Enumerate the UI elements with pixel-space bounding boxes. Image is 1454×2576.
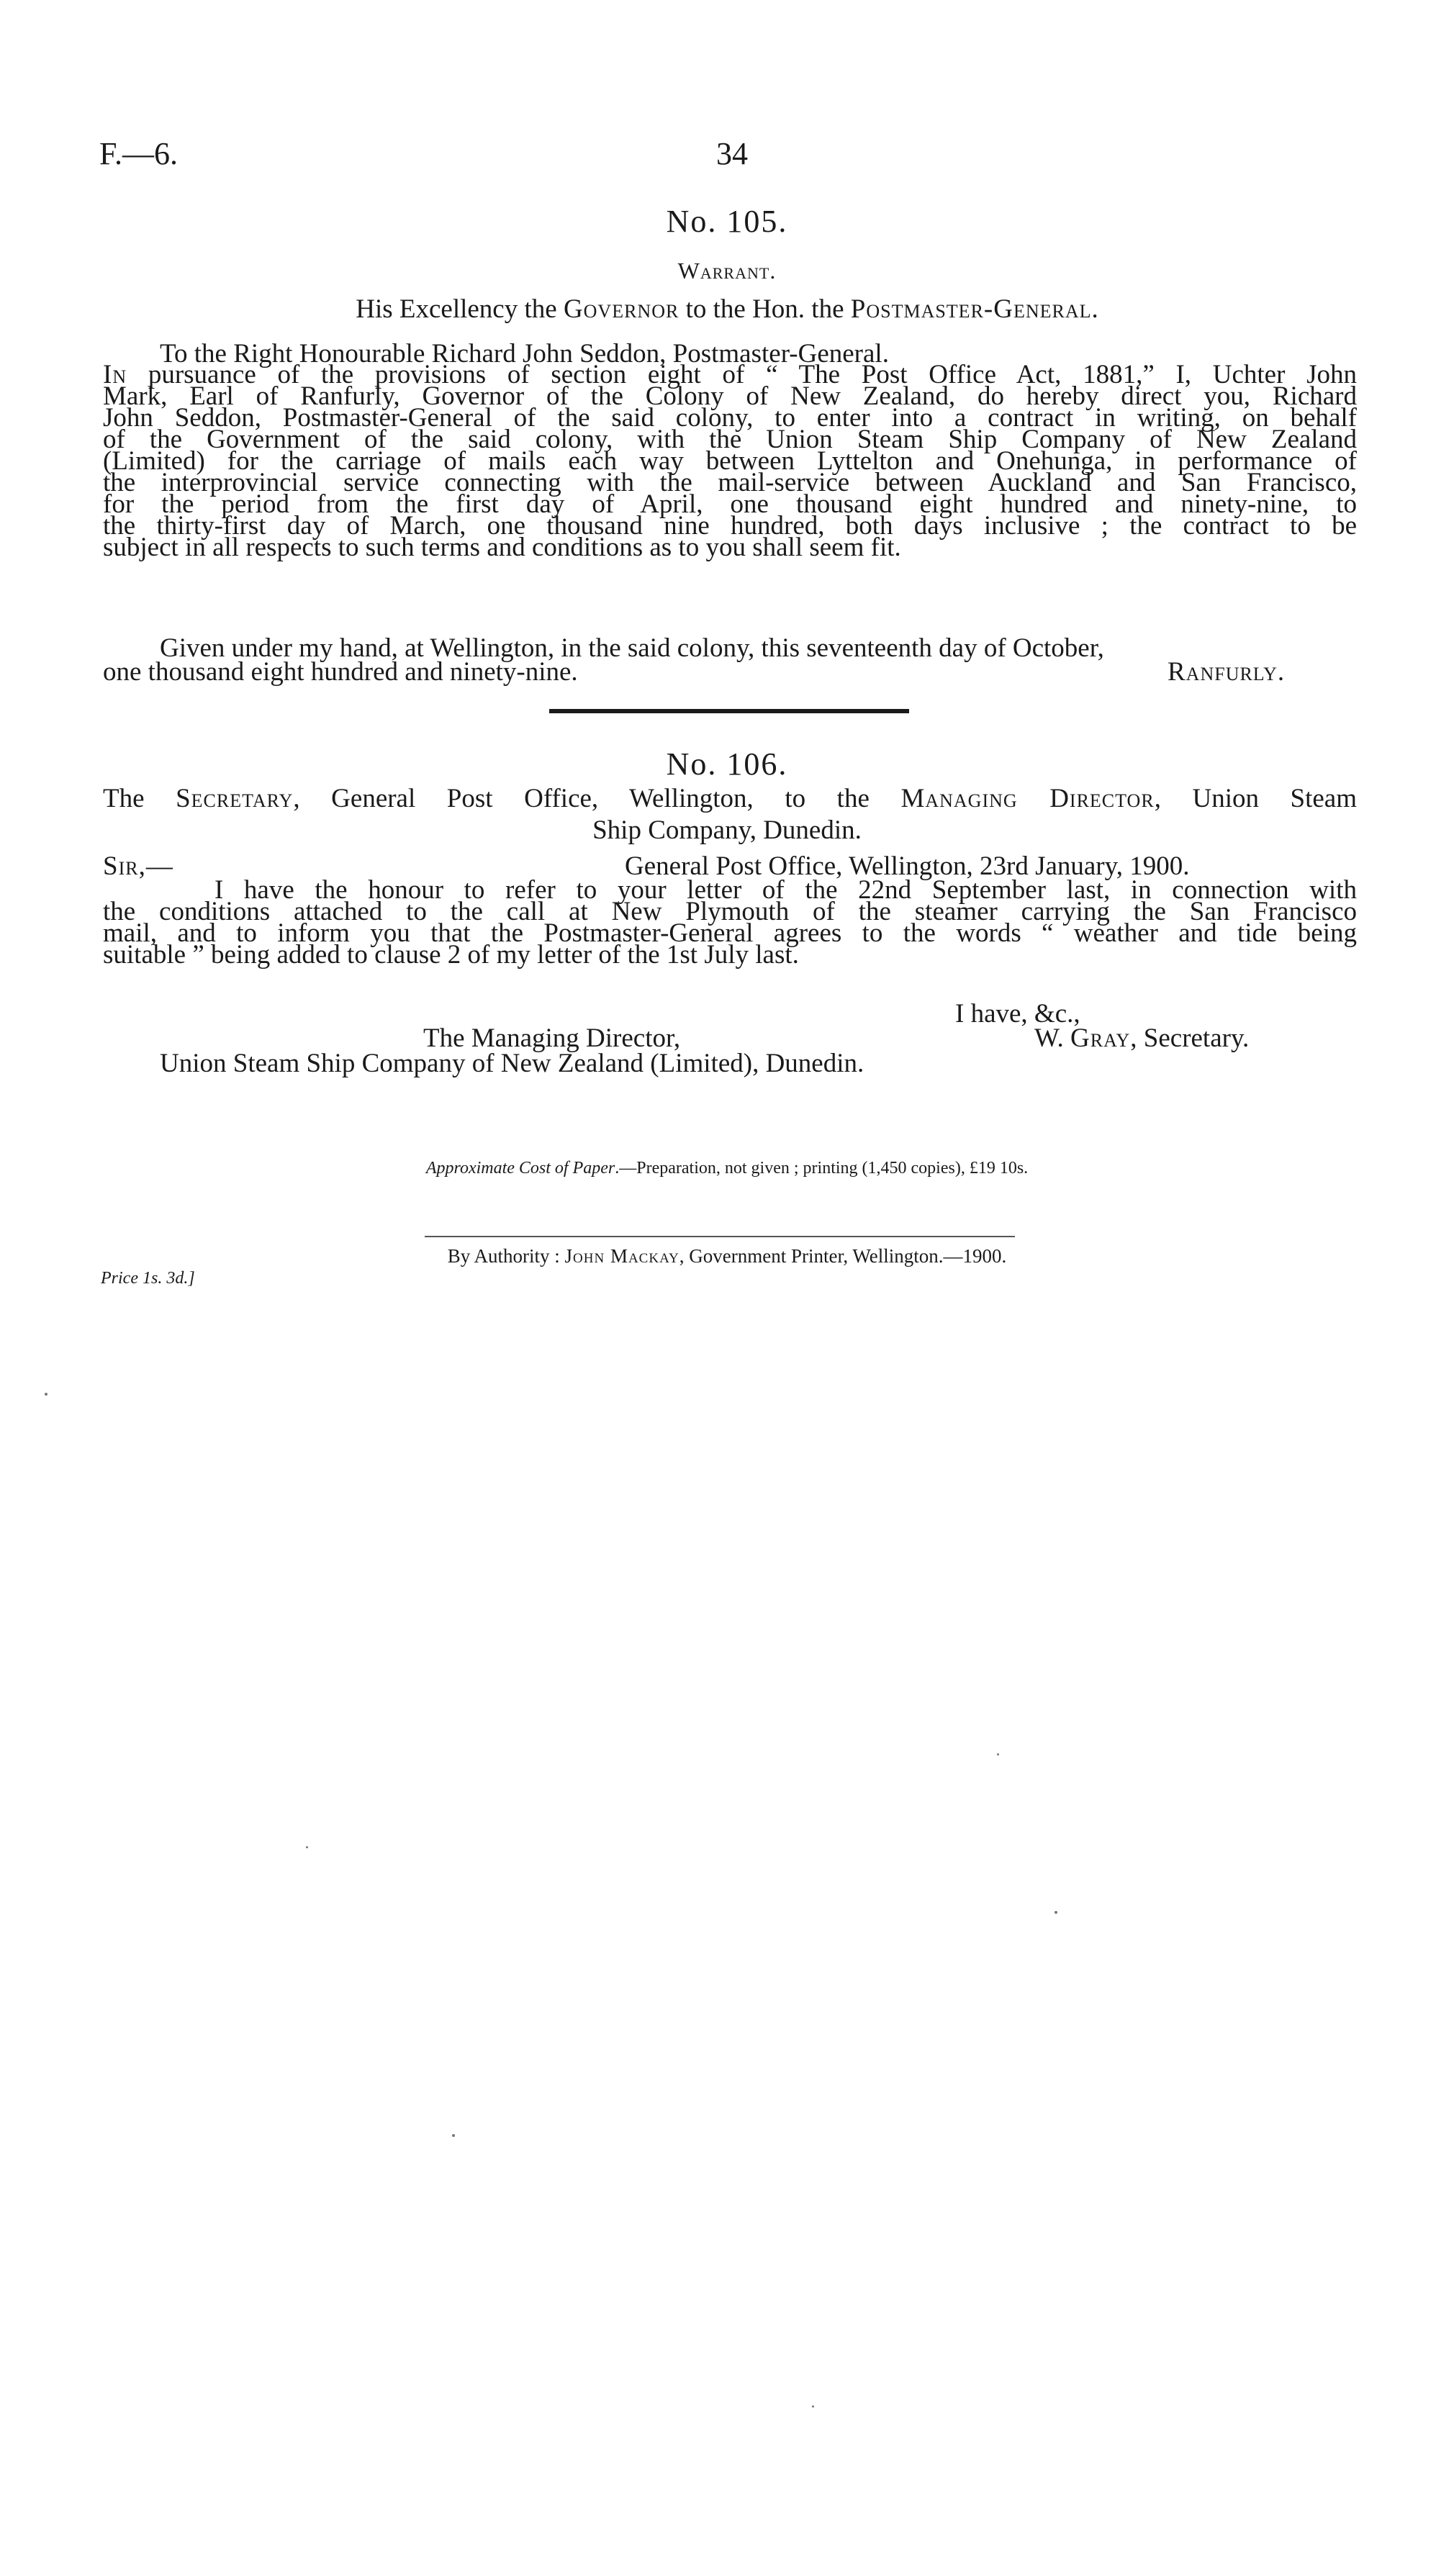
body-line: mail, and to inform you that the Postmaster-General agrees to the words “ weather and tide being [103, 918, 1357, 948]
dateline: General Post Office, Wellington, 23rd January, 1900. [625, 851, 1190, 881]
body-line: for the period from the first day of April, one thousand eight hundred and ninety-nine, to [103, 489, 1357, 519]
price: Price 1s. 3d.] [101, 1269, 195, 1288]
signer: W. Gray, Secretary. [1034, 1023, 1250, 1053]
section-105-signature: Ranfurly. [1168, 657, 1286, 687]
section-105-type: Warrant. [677, 258, 777, 284]
body-line: the conditions attached to the call at New Plymouth of the steamer carrying the San Francisco [103, 897, 1357, 926]
body-line: Mark, Earl of Ranfurly, Governor of the Colony of New Zealand, do hereby direct you, Richard [103, 381, 1357, 411]
printer-imprint: By Authority : John Mackay, Government Printer, Wellington.—1900. [447, 1245, 1007, 1267]
body-line: In pursuance of the provisions of section eight of “ The Post Office Act, 1881,” I, Uchter John [103, 360, 1357, 389]
document-reference: F.—6. [99, 136, 178, 171]
body-line: the thirty-first day of March, one thousand nine hundred, both days inclusive ; the contract to be [103, 511, 1357, 541]
section-105-number: No. 105. [666, 204, 788, 239]
section-106-body [103, 875, 1357, 970]
scan-speck [812, 2405, 814, 2408]
section-105-body [103, 360, 1357, 562]
scan-speck [306, 1846, 308, 1848]
footer-rule [425, 1236, 1015, 1237]
closing: I have, &c., [955, 999, 1080, 1029]
body-line: of the Government of the said colony, with the Union Steam Ship Company of New Zealand [103, 425, 1357, 454]
section-105-addressee: To the Right Honourable Richard John Seddon, Postmaster-General. [160, 339, 889, 369]
recipient-organization: Union Steam Ship Company of New Zealand (Limited), Dunedin. [160, 1049, 864, 1078]
body-line: (Limited) for the carriage of mails each way between Lyttelton and Onehunga, in performance of [103, 446, 1357, 476]
section-105-route: His Excellency the Governor to the Hon. the Postmaster-General. [356, 294, 1098, 324]
scan-speck [45, 1393, 48, 1396]
body-line: the interprovincial service connecting with the mail-service between Auckland and San Francisco, [103, 468, 1357, 497]
salutation: Sir,— [103, 851, 173, 881]
body-line: John Seddon, Postmaster-General of the said colony, to enter into a contract in writing, on behalf [103, 403, 1357, 433]
body-line: subject in all respects to such terms and conditions as to you shall seem fit. [103, 533, 901, 562]
recipient-title: The Managing Director, [423, 1023, 681, 1053]
section-105-given-line-2: one thousand eight hundred and ninety-nine. [103, 657, 578, 687]
section-106-number: No. 106. [666, 746, 788, 782]
scan-speck [1055, 1911, 1057, 1914]
section-divider [549, 709, 909, 713]
scan-speck [452, 2134, 455, 2137]
body-line: suitable ” being added to clause 2 of my letter of the 1st July last. [103, 940, 799, 970]
section-105-given-line-1: Given under my hand, at Wellington, in the said colony, this seventeenth day of October, [160, 633, 1104, 663]
section-106-route-line-1: The Secretary, General Post Office, Wellington, to the Managing Director, Union Steam [103, 784, 1358, 813]
scan-speck [997, 1753, 999, 1755]
body-line: I have the honour to refer to your letter of the 22nd September last, in connection with [215, 875, 1357, 905]
section-106-route-line-2: Ship Company, Dunedin. [592, 815, 862, 845]
approximate-cost: Approximate Cost of Paper.—Preparation, not given ; printing (1,450 copies), £19 10s. [425, 1159, 1029, 1178]
page-number: 34 [716, 136, 748, 171]
